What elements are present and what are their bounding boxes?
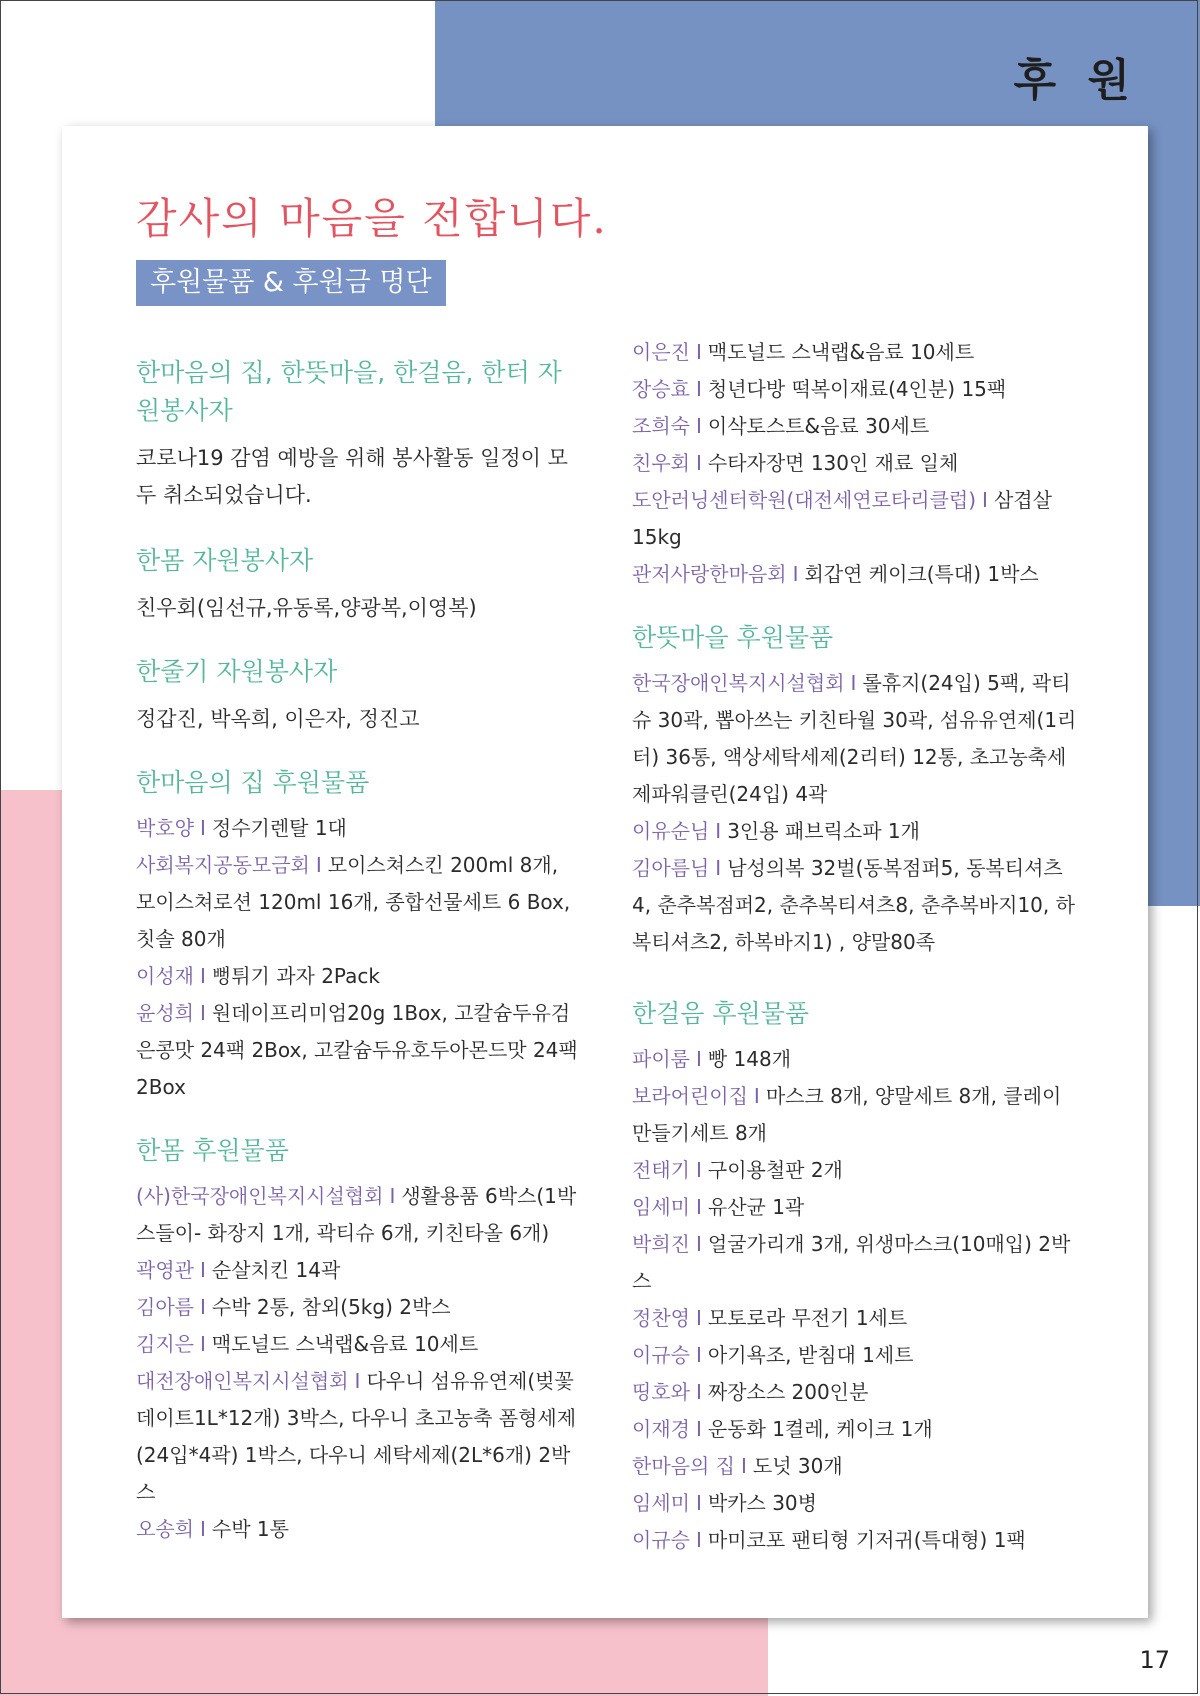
donation-detail: 3인용 패브릭소파 1개	[727, 819, 920, 843]
donor-name: 도안러닝센터학원(대전세연로타리클럽)	[632, 488, 977, 512]
donation-detail: 삼겹살 15kg	[632, 488, 1052, 549]
donation-detail: 청년다방 떡복이재료(4인분) 15팩	[707, 377, 1007, 401]
donation-detail: 맥도널드 스낵랩&음료 10세트	[707, 340, 975, 364]
donation-detail: 운동화 1켤레, 케이크 1개	[707, 1417, 933, 1441]
separator: I	[695, 1306, 702, 1330]
donation-detail: 수박 1통	[211, 1517, 289, 1541]
donation-detail: 원데이프리미엄20g 1Box, 고칼슘두유검은콩맛 24팩 2Box, 고칼슘두유호두아몬드맛 24팩 2Box	[136, 1001, 578, 1099]
donation-detail: 마미코포 팬티형 기저귀(특대형) 1팩	[707, 1528, 1026, 1552]
donor-name: 이유순님	[632, 819, 710, 843]
separator: I	[695, 1047, 702, 1071]
donation-entry	[136, 1289, 582, 1326]
donation-detail: 순살치킨 14곽	[211, 1258, 341, 1282]
separator: I	[695, 1195, 702, 1219]
separator: I	[199, 816, 206, 840]
section-title: 한몸 후원물품	[136, 1136, 289, 1165]
hangeoreum-donations-section	[632, 995, 1078, 1559]
donor-name: 이성재	[136, 964, 194, 988]
donor-name: 이재경	[632, 1417, 690, 1441]
donation-detail: 뻥튀기 과자 2Pack	[211, 964, 380, 988]
donor-name: (사)한국장애인복지시설협회	[136, 1184, 384, 1208]
donor-name: 김아름님	[632, 856, 710, 880]
donation-entry	[632, 1041, 1078, 1078]
separator: I	[715, 819, 722, 843]
volunteer-section-3	[136, 653, 582, 738]
page-header-title: 후 원	[1013, 55, 1138, 106]
left-column	[136, 354, 582, 1548]
hanmom-donations-section	[136, 1132, 582, 1548]
separator: I	[695, 1528, 702, 1552]
donation-entry	[136, 1178, 582, 1252]
donation-list	[632, 1041, 1078, 1559]
donation-detail: 박카스 30병	[707, 1491, 817, 1515]
donor-name: 박희진	[632, 1232, 690, 1256]
donation-entry	[136, 847, 582, 958]
donation-entry	[632, 1522, 1078, 1559]
hanmom-donations-continued	[632, 334, 1078, 593]
section-text: 친우회(임선규,유동록,양광복,이영복)	[136, 596, 477, 620]
donation-list	[632, 334, 1078, 593]
volunteer-section-2	[136, 542, 582, 627]
hanmaeum-donations-section	[136, 764, 582, 1106]
section-title: 한줄기 자원봉사자	[136, 657, 338, 686]
section-title: 한마음의 집, 한뜻마을, 한걸음, 한터 자원봉사자	[136, 358, 562, 425]
separator: I	[695, 1380, 702, 1404]
donation-detail: 모토로라 무전기 1세트	[707, 1306, 908, 1330]
donor-name: 친우회	[632, 451, 690, 475]
donation-entry	[632, 1374, 1078, 1411]
donation-entry	[632, 1337, 1078, 1374]
donation-detail: 정수기렌탈 1대	[211, 816, 347, 840]
donation-entry	[632, 1226, 1078, 1300]
donor-name: 오송희	[136, 1517, 194, 1541]
donor-name: 박호양	[136, 816, 194, 840]
right-column	[632, 334, 1078, 1559]
separator: I	[315, 853, 322, 877]
subtitle-banner: 후원물품 & 후원금 명단	[136, 260, 446, 306]
donation-entry	[136, 1326, 582, 1363]
separator: I	[695, 451, 702, 475]
donation-detail: 롤휴지(24입) 5팩, 곽티슈 30곽, 뽑아쓰는 키친타월 30곽, 섬유유연제(1리터) 36통, 액상세탁세제(2리터) 12통, 초고농축세제파워클린(24입) 4곽	[632, 671, 1077, 806]
separator: I	[199, 1295, 206, 1319]
donation-detail: 구이용철판 2개	[707, 1158, 843, 1182]
donor-name: 이규승	[632, 1343, 690, 1367]
separator: I	[695, 1417, 702, 1441]
separator: I	[753, 1084, 760, 1108]
donor-name: 한마음의 집	[632, 1454, 735, 1478]
donation-entry	[632, 556, 1078, 593]
separator: I	[695, 340, 702, 364]
section-title: 한마음의 집 후원물품	[136, 768, 370, 797]
content-card	[62, 126, 1148, 1618]
separator: I	[982, 488, 988, 512]
donor-name: 사회복지공동모금회	[136, 853, 310, 877]
separator: I	[199, 1332, 206, 1356]
separator: I	[850, 671, 857, 695]
donation-entry	[136, 1363, 582, 1511]
donation-detail: 모이스쳐스킨 200ml 8개, 모이스쳐로션 120ml 16개, 종합선물세트 6 Box, 칫솔 80개	[136, 853, 571, 951]
separator: I	[695, 1343, 702, 1367]
donation-entry	[632, 334, 1078, 371]
donation-entry	[136, 958, 582, 995]
donor-name: 곽영관	[136, 1258, 194, 1282]
donation-detail: 수박 2통, 참외(5kg) 2박스	[211, 1295, 451, 1319]
separator: I	[199, 1258, 206, 1282]
separator: I	[354, 1369, 361, 1393]
donation-entry	[632, 1300, 1078, 1337]
donor-name: 전태기	[632, 1158, 690, 1182]
separator: I	[199, 1517, 206, 1541]
separator: I	[199, 1001, 206, 1025]
donation-entry	[632, 408, 1078, 445]
section-title: 한걸음 후원물품	[632, 999, 809, 1028]
donation-entry	[632, 1152, 1078, 1189]
donor-name: 한국장애인복지시설협회	[632, 671, 845, 695]
section-text: 코로나19 감염 예방을 위해 봉사활동 일정이 모두 취소되었습니다.	[136, 446, 568, 507]
separator: I	[695, 1491, 702, 1515]
donation-entry	[632, 1078, 1078, 1152]
donation-entry	[136, 1252, 582, 1289]
donation-entry	[632, 445, 1078, 482]
donation-detail: 생활용품 6박스(1박스들이- 화장지 1개, 곽티슈 6개, 키친타올 6개)	[136, 1184, 577, 1245]
donation-entry	[632, 665, 1078, 813]
donor-name: 보라어린이집	[632, 1084, 748, 1108]
separator: I	[695, 377, 702, 401]
donation-entry	[632, 1448, 1078, 1485]
separator: I	[740, 1454, 747, 1478]
handdeut-donations-section	[632, 619, 1078, 961]
donor-name: 띵호와	[632, 1380, 690, 1404]
donor-name: 임세미	[632, 1195, 690, 1219]
donor-name: 파이룸	[632, 1047, 690, 1071]
donation-detail: 회갑연 케이크(특대) 1박스	[804, 562, 1039, 586]
donation-list	[136, 810, 582, 1106]
donation-detail: 다우니 섬유유연제(벚꽃데이트1L*12개) 3박스, 다우니 초고농축 폼형세제(24입*4곽) 1박스, 다우니 세탁세제(2L*6개) 2박스	[136, 1369, 577, 1504]
donor-name: 조희숙	[632, 414, 690, 438]
donation-detail: 유산균 1곽	[707, 1195, 805, 1219]
separator: I	[695, 414, 702, 438]
separator: I	[695, 1158, 702, 1182]
volunteer-section-1	[136, 354, 582, 514]
donor-name: 이은진	[632, 340, 690, 364]
donation-detail: 도넛 30개	[752, 1454, 843, 1478]
donor-name: 임세미	[632, 1491, 690, 1515]
donor-name: 윤성희	[136, 1001, 194, 1025]
donation-detail: 이삭토스트&음료 30세트	[707, 414, 930, 438]
separator: I	[792, 562, 799, 586]
donation-list	[136, 1178, 582, 1548]
section-text: 정갑진, 박옥희, 이은자, 정진고	[136, 707, 420, 731]
donation-entry	[632, 371, 1078, 408]
donor-name: 장승효	[632, 377, 690, 401]
donation-entry	[136, 810, 582, 847]
donor-name: 이규승	[632, 1528, 690, 1552]
donation-detail: 맥도널드 스낵랩&음료 10세트	[211, 1332, 479, 1356]
separator: I	[389, 1184, 396, 1208]
donation-entry	[632, 850, 1078, 961]
main-title: 감사의 마음을 전합니다.	[136, 194, 608, 243]
donor-name: 김아름	[136, 1295, 194, 1319]
donation-detail: 짜장소스 200인분	[707, 1380, 869, 1404]
donation-detail: 빵 148개	[707, 1047, 792, 1071]
donation-entry	[632, 1189, 1078, 1226]
donation-entry	[136, 995, 582, 1106]
page-number: 17	[1139, 1646, 1170, 1674]
donor-name: 김지은	[136, 1332, 194, 1356]
donation-detail: 아기욕조, 받침대 1세트	[707, 1343, 914, 1367]
donation-detail: 수타자장면 130인 재료 일체	[707, 451, 959, 475]
donation-entry	[136, 1511, 582, 1548]
section-title: 한몸 자원봉사자	[136, 546, 313, 575]
donation-list	[632, 665, 1078, 961]
separator: I	[199, 964, 206, 988]
donor-name: 대전장애인복지시설협회	[136, 1369, 349, 1393]
donor-name: 관저사랑한마음회	[632, 562, 787, 586]
separator: I	[695, 1232, 702, 1256]
section-title: 한뜻마을 후원물품	[632, 623, 834, 652]
donation-entry	[632, 813, 1078, 850]
donation-entry	[632, 1485, 1078, 1522]
donation-entry	[632, 482, 1078, 556]
donor-name: 정찬영	[632, 1306, 690, 1330]
donation-detail: 마스크 8개, 양말세트 8개, 클레이만들기세트 8개	[632, 1084, 1062, 1145]
donation-detail: 얼굴가리개 3개, 위생마스크(10매입) 2박스	[632, 1232, 1071, 1293]
donation-detail: 남성의복 32벌(동복점퍼5, 동복티셔츠4, 춘추복점퍼2, 춘추복티셔츠8, 춘추복바지10, 하복티셔츠2, 하복바지1) , 양말80족	[632, 856, 1075, 954]
donation-entry	[632, 1411, 1078, 1448]
separator: I	[715, 856, 722, 880]
